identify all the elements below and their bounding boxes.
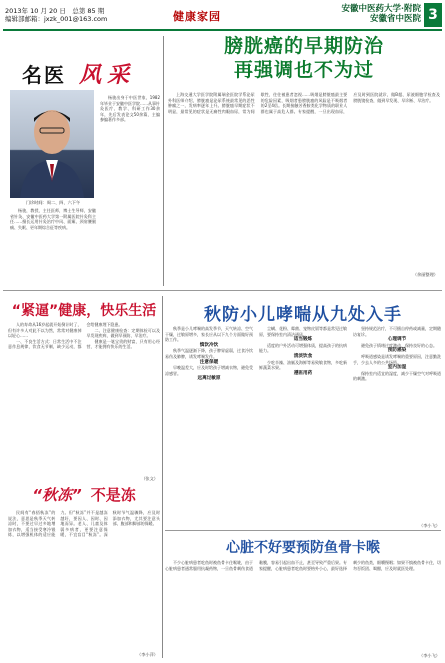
section-rule-2 [165, 530, 441, 531]
heart-fishbone-body: 不少心脏病患者吃鱼时被鱼骨卡住喉咙，由于心脏病患者通常服用抗凝药物，一旦鱼骨刺伤食道黏膜，容易引起出血不止，甚至导致严重后果。专家提醒，心脏病患者吃鱼时要格外小心，最好选择刺少的鱼类，细嚼慢咽；如果不慎被鱼骨卡住，切勿吞饭团、喝醋，应及时就医处理。 [165, 560, 441, 571]
kids-asthma-title: 秋防小儿哮喘从九处入手 [204, 305, 402, 325]
kids-sub-2: 注意保暖 [199, 359, 219, 365]
kids-sub-1: 慎饮冷饮 [199, 342, 219, 348]
kids-sub-4: 适当锻炼 [293, 337, 313, 343]
column-divider [163, 36, 164, 286]
tight-health-body [8, 322, 160, 474]
tight-text-1: 人的寿命从16岁起就开始倒计时了，但有许多人对此不以为然，常常对健康掉以轻心…… [8, 322, 82, 339]
doctor-intro: 杨骏出身于中医世家，1982年毕业于安徽中医学院……从事针灸医疗、教学、科研工作30余年，先后发表论文50余篇，主编参编著作多部。 [100, 95, 160, 123]
kids-sub-8: 预防感染 [387, 348, 407, 354]
doctor-caption: 门诊时间：周二、四、六下午 [25, 200, 81, 205]
kids-sub-6: 遵医用药 [293, 370, 313, 376]
bladder-article-author: （余丽整理） [412, 272, 438, 277]
heart-fishbone-author: （李小飞） [419, 653, 440, 658]
kids-asthma-body [165, 326, 441, 522]
autumn-freeze-body: 民间有“春捂秋冻”的说法，意思是秋季天气转凉时，不要过早过多地增加衣物，适当接受寒冷锻炼，以增强机体的适应能力。但“秋冻”并不是越冻越好，要因人、因时、因地而异。老人、儿童及体弱多病者，更要注意保暖，不宜盲目“秋冻”。深秋时节气温骤降，应及时添加衣物，尤其要注意头部、腹部和脚部的保暖。 [8, 510, 160, 538]
section-rule-1 [3, 290, 442, 291]
kids-text-7: 避免孩子情绪过度激动，保持良好的心态。 [361, 342, 437, 348]
autumn-title-left: “秋冻” [32, 486, 82, 504]
masthead-line-2: 安徽省中医院 [369, 14, 421, 24]
page-number: 3 [424, 3, 442, 27]
issue-date: 2013年 10 月 20 日 总第 85 期 [5, 7, 105, 15]
kids-text-2: 早晚温差大，应及时给孩子增减衣物，避免受凉感冒。 [165, 365, 253, 376]
autumn-title-right: 不是冻 [90, 486, 136, 504]
portrait-silhouette [10, 90, 94, 198]
kids-sub-3: 远离过敏原 [197, 376, 221, 382]
page-header [0, 0, 445, 30]
tight-list-2: 二、注意健康检查：定期体检可以及早发现疾病，做到早预防、早治疗。 [86, 327, 160, 339]
kids-sub-5: 清淡饮食 [293, 353, 313, 359]
famous-doctor-title [22, 58, 142, 86]
column-divider-2 [162, 296, 163, 658]
issue-info [5, 7, 107, 23]
tight-text-2: 健康是一笔宝贵的财富，只有用心经营，才能拥有快乐的生活。 [86, 338, 160, 350]
doctor-bio: 杨骏，教授，主任医师，博士生导师，安徽省针灸、安徽中医药大学第一附属医院针灸科主任……擅长运用针灸治疗中风、面瘫、颈肩腰腿痛、失眠、更年期综合征等疾病。 [10, 208, 96, 230]
kids-asthma-author: （李小飞） [419, 523, 440, 528]
title-line-2: 再强调也不为过 [233, 59, 374, 81]
kids-text-3: 尘螨、花粉、霉菌、宠物皮屑等都是常见过敏原，要保持室内清洁通风。 [259, 326, 347, 337]
masthead-line-1: 安徽中医药大学·附院 [341, 4, 421, 14]
kids-text-1: 秋季气温逐渐下降，孩子脾胃虚弱，过食冷饮易伤及肺脾，诱发哮喘发作。 [165, 348, 253, 359]
autumn-freeze-title [8, 484, 160, 506]
editor-email: 编辑部邮箱：jxzk_001@163.com [5, 15, 108, 23]
bladder-article-title [168, 34, 440, 86]
kids-text-4: 适度的户外活动可增强体质，提高孩子的抗病能力。 [259, 342, 347, 354]
kids-text-5: 少吃辛辣、油腻及海鲜等易致敏食物，多吃新鲜蔬菜水果。 [259, 359, 347, 371]
kids-sub-9: 室内加湿 [387, 365, 407, 371]
tight-health-author: （张文） [141, 476, 158, 481]
header-rule [3, 29, 442, 31]
section-title: 健康家园 [173, 10, 221, 23]
newspaper-masthead [286, 4, 421, 26]
bladder-article-body: 上海交通大学医学院附属瑞金医院学系泌尿外科医师介绍，膀胱癌是泌尿系统最常见的恶性肿瘤之一，发病率逐年上升。膀胱癌早期症状不明显，最常见的症状是无痛性肉眼血尿，常为间歇性，往往被患者忽视……吸烟是膀胱癌最主要的危险因素，吸烟者患膀胱癌的风险是不吸烟者的2至4倍。长期接触芳香胺类化学物质的职业人群也属于高危人群。专家提醒，一旦出现血尿，应及时到医院就诊，做B超、尿液细胞学检查及膀胱镜检查，做到早发现、早诊断、早治疗。 [168, 92, 440, 114]
kids-sub-7: 心理调节 [387, 337, 407, 343]
kids-text-8: 呼吸道感染是诱发哮喘的重要原因，注意勤洗手，少去人多的公共场所。 [353, 353, 441, 365]
kids-intro: 秋季是小儿哮喘的高发季节，天气转凉、空气干燥，过敏原增多，家长应从以下九个方面做好预防工作。 [165, 326, 253, 343]
doctor-portrait [10, 90, 94, 198]
famous-doctor-style-label: 风采 [79, 62, 136, 88]
famous-doctor-label: 名医 [22, 63, 66, 87]
kids-text-6: 坚持规范治疗，不可擅自停药或减量，定期随访复诊。 [353, 326, 441, 337]
tight-health-title: “紧逼”健康，快乐生活 [11, 303, 157, 319]
kids-text-9: 保持室内适宜的湿度，减少干燥空气对呼吸道的刺激。 [353, 370, 441, 382]
heart-fishbone-title: 心脏不好要预防鱼骨卡喉 [226, 540, 380, 556]
tight-list-1: 一、不良生活方式：日常生活中不注意作息规律，饮食无节制，缺少运动，都会给健康埋下隐患。 [8, 322, 123, 350]
autumn-freeze-author: （李小萍） [137, 652, 158, 657]
title-line-1: 膀胱癌的早期防治 [223, 35, 384, 57]
